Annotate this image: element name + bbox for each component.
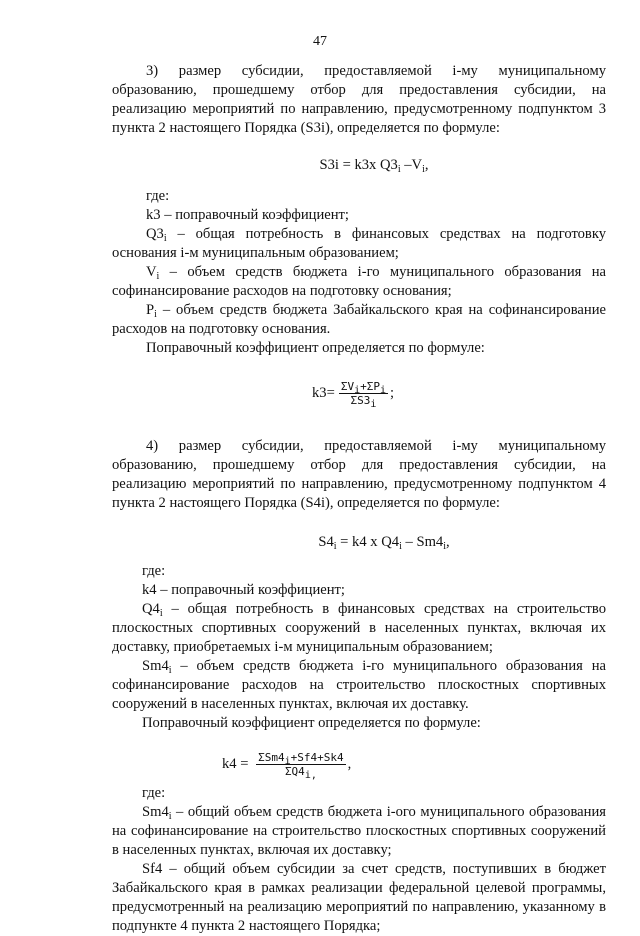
- definition: – объем средств бюджета i-го муниципального образования на софинансирование расходов на строительство плоскостных спортивных сооружений в населенных пунктах, включая их доставку.: [112, 658, 606, 712]
- k3-denominator: [348, 394, 378, 410]
- term-sub: i: [156, 271, 160, 282]
- definition: – объем средств бюджета Забайкальского края на софинансирование расходов на подготовку основания.: [112, 302, 606, 337]
- s4-formula-sub: i: [399, 541, 402, 552]
- term-sub: i: [168, 665, 172, 676]
- s4-sm4-def: [112, 657, 606, 714]
- den-sub: i: [370, 399, 377, 410]
- s4-formula-sub: i: [443, 541, 447, 552]
- definition: – общая потребность в финансовых средствах на строительство плоскостных спортивных сооружений в населенных пунктах, включая их доставку, приобретаемых i-м муниципальным образованием;: [112, 601, 606, 655]
- s3-p-def: [112, 301, 606, 339]
- s4-intro: 4) размер субсидии, предоставляемой i-му муниципальному образованию, прошедшему отбор для предоставления субсидии, на реализацию мероприятий по направлению, предусмотренному подпунктом 4 пункта 2 настоящего Порядка (S4i), определяется по формуле:: [112, 438, 606, 511]
- s3-formula-part: ,: [424, 157, 429, 173]
- term-sub: i: [163, 233, 167, 244]
- definition: – общий объем средств бюджета i-ого муниципального образования на софинансирование на строительство плоскостных спортивных сооружений в населенных пунктах, включая их доставку;: [112, 804, 606, 858]
- k4-formula: [112, 751, 606, 781]
- s4-formula-part: = k4 x Q4: [336, 534, 400, 550]
- k3-end: ;: [390, 384, 395, 401]
- s3-intro: 3) размер субсидии, предоставляемой i-му муниципальному образованию, прошедшему отбор для предоставления субсидии, на реализацию мероприятий по направлению, предусмотренному подпунктом 3 пункта 2 настоящего Порядка (S3i), определяется по формуле:: [112, 63, 606, 136]
- term: Sm4: [142, 804, 169, 820]
- k3-fraction: [339, 380, 388, 410]
- k3-lhs: k3=: [312, 384, 335, 401]
- definition: – объем средств бюджета i-го муниципального образования на софинансирование расходов на подготовку основания;: [112, 264, 606, 299]
- num-sub: i: [354, 385, 361, 396]
- term-sub: i: [168, 811, 172, 822]
- term-sub: i: [159, 608, 163, 619]
- s3-formula-part: –V: [400, 157, 423, 173]
- term: P: [146, 302, 155, 318]
- s4-sm4b-def: [112, 803, 606, 860]
- term: Q3: [146, 226, 164, 242]
- s3-k3-def: k3 – поправочный коэффициент;: [146, 207, 349, 223]
- k3-formula: [112, 380, 606, 410]
- num-part: ΣSm4: [258, 751, 285, 764]
- num-sub: i: [379, 385, 387, 396]
- s3-formula: [112, 156, 606, 175]
- k4-fraction: [256, 751, 346, 781]
- den-part: ΣQ4: [284, 765, 305, 778]
- k4-end: ,: [347, 755, 352, 772]
- s3-where: где:: [146, 188, 170, 204]
- document-body: [112, 62, 606, 936]
- num-part: ΣV: [340, 380, 355, 393]
- s3-formula-sub: i: [422, 164, 425, 175]
- s4-q4-def: [112, 600, 606, 657]
- s3-coef-intro: Поправочный коэффициент определяется по формуле:: [146, 340, 485, 356]
- k4-denominator: [283, 765, 319, 781]
- s4-formula-part: S4: [318, 534, 334, 550]
- s3-formula-sub: i: [397, 164, 401, 175]
- den-sub: i,: [304, 770, 317, 781]
- s4-where2: где:: [142, 785, 166, 801]
- s4-formula: [112, 533, 606, 552]
- page-number: 47: [313, 34, 327, 49]
- s4-k4-def: k4 – поправочный коэффициент;: [142, 582, 345, 598]
- s3-q3-def: [112, 225, 606, 263]
- s3-formula-part: S3i = k3x Q3: [319, 157, 398, 173]
- den-part: ΣS3: [350, 394, 371, 407]
- s4-formula-sub: i: [333, 541, 337, 552]
- s3-v-def: [112, 263, 606, 301]
- term: Q4: [142, 601, 160, 617]
- term-sub: i: [154, 309, 157, 320]
- k4-lhs: k4 =: [222, 755, 249, 772]
- term: Sm4: [142, 658, 169, 674]
- k4-numerator: [256, 751, 346, 765]
- s4-coef-intro: Поправочный коэффициент определяется по формуле:: [142, 715, 481, 731]
- num-part: +Sf4+Sk4: [290, 751, 344, 764]
- term: V: [146, 264, 157, 280]
- s4-where: где:: [142, 563, 166, 579]
- num-part: +ΣP: [360, 380, 380, 393]
- num-sub: i: [284, 756, 291, 767]
- definition: – общая потребность в финансовых средствах на подготовку основания i-м муниципальным образованием;: [112, 226, 606, 261]
- s4-formula-part: – Sm4: [401, 534, 444, 550]
- k3-numerator: [339, 380, 388, 394]
- s4-sf4-def: Sf4 – общий объем субсидии за счет средств, поступивших в бюджет Забайкальского края в рамках реализации федеральной целевой программы, предусмотренный на реализацию мероприятий по направлению, указанному в подпункте 4 пункта 2 настоящего Порядка;: [112, 861, 606, 934]
- s4-formula-part: ,: [446, 534, 450, 550]
